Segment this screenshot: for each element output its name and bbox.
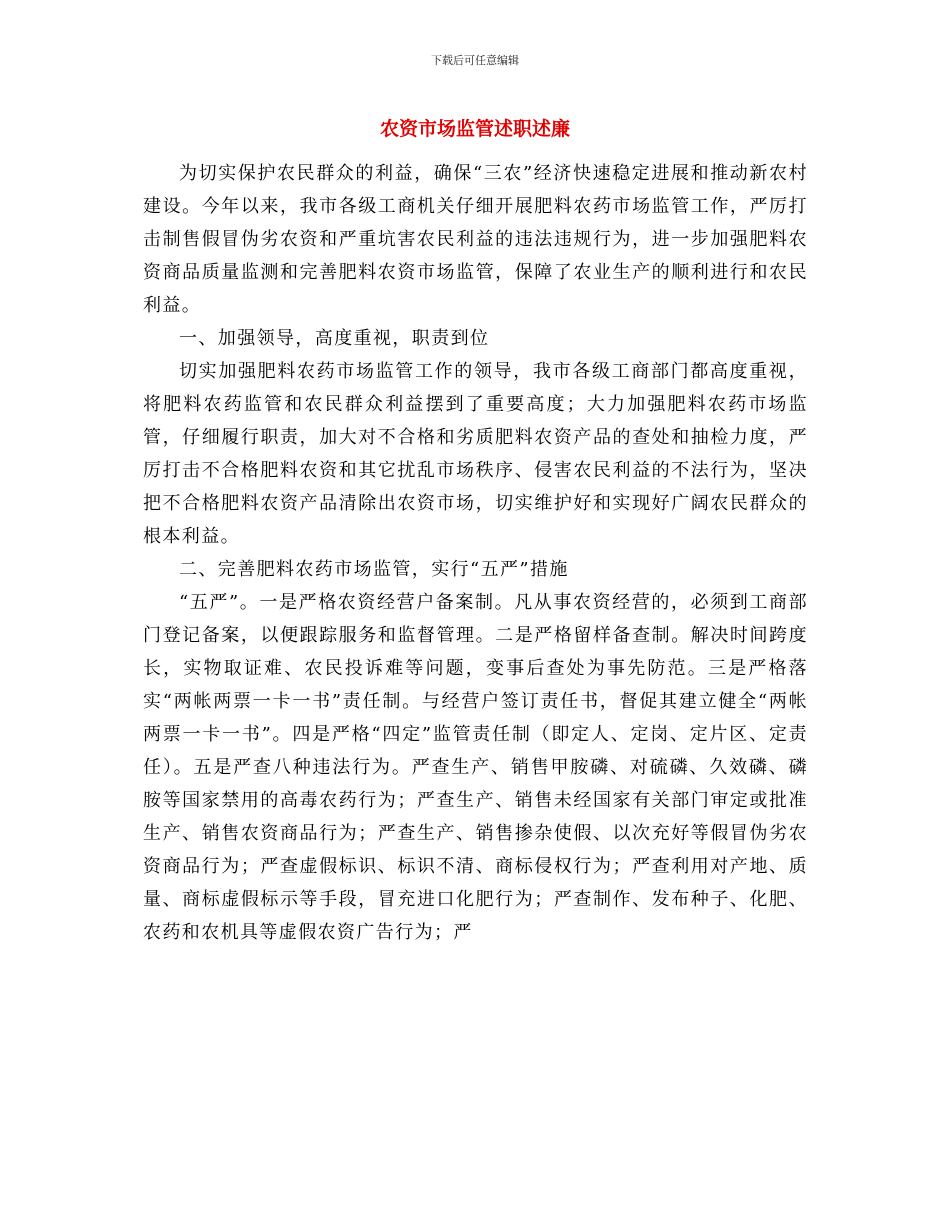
section-heading-1: 一、加强领导，高度重视，职责到位 bbox=[179, 328, 490, 349]
section-heading-2: 二、完善肥料农药市场监管，实行“五严”措施 bbox=[179, 559, 569, 580]
paragraph-section-2: “五严”。一是严格农资经营户备案制。凡从事农资经营的，必须到工商部门登记备案，以便跟踪服务和监督管理。二是严格留样备查制。解决时间跨度长，实物取证难、农民投诉难等问题，变事后查处为事先防范。三是严格落实“两帐两票一卡一书”责任制。与经营户签订责任书，督促其建立健全“两帐两票一卡一书”。四是严格“四定”监管责任制（即定人、定岗、定片区、定责任）。五是严查八种违法行为。严查生产、销售甲胺磷、对硫磷、久效磷、磷胺等国家禁用的高毒农药行为；严查生产、销售未经国家有关部门审定或批准生产、销售农资商品行为；严查生产、销售掺杂使假、以次充好等假冒伪劣农资商品行为；严查虚假标识、标识不清、商标侵权行为；严查利用对产地、质量、商标虚假标示等手段，冒充进口化肥行为；严查制作、发布种子、化肥、农药和农机具等虚假农资广告行为；严 bbox=[143, 592, 808, 943]
document-body bbox=[143, 157, 808, 949]
paragraph-intro: 为切实保护农民群众的利益，确保“三农”经济快速稳定进展和推动新农村建设。今年以来，我市各级工商机关仔细开展肥料农药市场监管工作，严厉打击制售假冒伪劣农资和严重坑害农民利益的违法违规行为，进一步加强肥料农资商品质量监测和完善肥料农资市场监管，保障了农业生产的顺利进行和农民利益。 bbox=[143, 163, 808, 316]
paragraph-section-1: 切实加强肥料农药市场监管工作的领导，我市各级工商部门都高度重视，将肥料农药监管和农民群众利益摆到了重要高度；大力加强肥料农药市场监管，仔细履行职责，加大对不合格和劣质肥料农资产品的查处和抽检力度，严厉打击不合格肥料农资和其它扰乱市场秩序、侵害农民利益的不法行为，坚决把不合格肥料农资产品清除出农资市场，切实维护好和实现好广阔农民群众的根本利益。 bbox=[143, 361, 808, 547]
document-title: 农资市场监管述职述廉 bbox=[379, 118, 570, 140]
page-header-note: 下载后可任意编辑 bbox=[431, 54, 519, 67]
